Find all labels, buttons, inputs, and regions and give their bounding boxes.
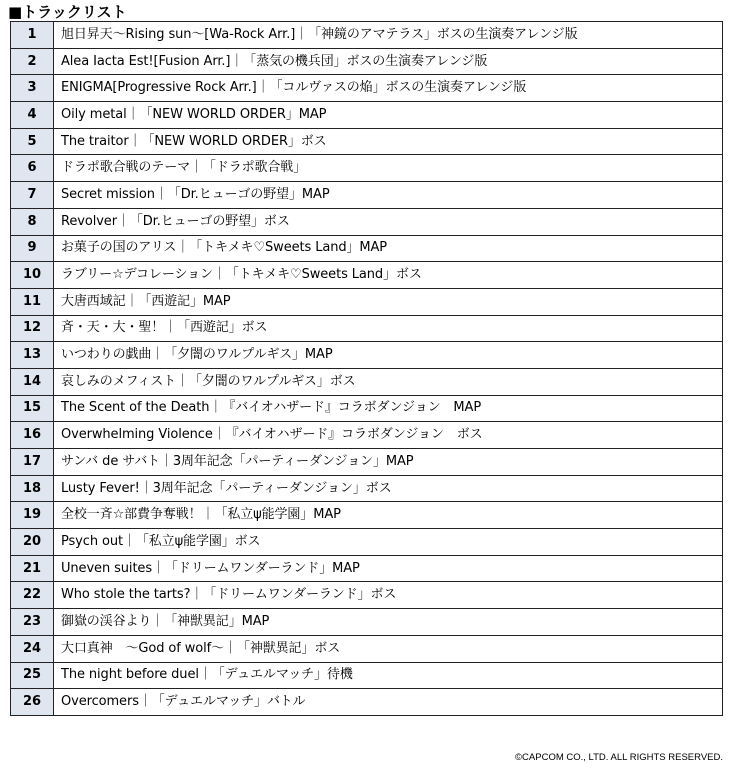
table-row	[11, 102, 723, 129]
track-number: 1	[11, 22, 54, 49]
track-name: Who stole the tarts?｜「ドリームワンダーランド」ボス	[54, 582, 723, 609]
track-name: Oily metal｜「NEW WORLD ORDER」MAP	[54, 102, 723, 129]
table-row	[11, 155, 723, 182]
track-name: ドラポ歌合戦のテーマ｜「ドラポ歌合戦」	[54, 155, 723, 182]
track-number: 3	[11, 75, 54, 102]
track-number: 13	[11, 342, 54, 369]
track-name: ラブリー☆デコレーション｜「トキメキ♡Sweets Land」ボス	[54, 262, 723, 289]
track-name: いつわりの戯曲｜「夕闇のワルプルギス」MAP	[54, 342, 723, 369]
track-number: 8	[11, 208, 54, 235]
table-row	[11, 208, 723, 235]
table-row	[11, 128, 723, 155]
track-number: 12	[11, 315, 54, 342]
track-name: 旭日昇天～Rising sun～[Wa-Rock Arr.]｜「神鏡のアマテラス」ボスの生演奏アレンジ版	[54, 22, 723, 49]
track-name: 大唐西域記｜「西遊記」MAP	[54, 288, 723, 315]
track-number: 11	[11, 288, 54, 315]
track-name: Alea Iacta Est![Fusion Arr.]｜「蒸気の機兵団」ボスの生演奏アレンジ版	[54, 48, 723, 75]
table-row	[11, 635, 723, 662]
track-number: 25	[11, 662, 54, 689]
track-number: 19	[11, 502, 54, 529]
track-number: 14	[11, 368, 54, 395]
table-row	[11, 342, 723, 369]
table-row	[11, 262, 723, 289]
track-number: 6	[11, 155, 54, 182]
track-number: 17	[11, 449, 54, 476]
track-name: サンバ de サバト｜3周年記念「パーティーダンジョン」MAP	[54, 449, 723, 476]
track-name: Overwhelming Violence｜『バイオハザード』コラボダンジョン ボス	[54, 422, 723, 449]
table-row	[11, 235, 723, 262]
table-row	[11, 555, 723, 582]
track-name: Revolver｜「Dr.ヒューゴの野望」ボス	[54, 208, 723, 235]
track-name: The Scent of the Death｜『バイオハザード』コラボダンジョン MAP	[54, 395, 723, 422]
track-list-table	[10, 21, 723, 716]
table-row	[11, 502, 723, 529]
table-row	[11, 422, 723, 449]
table-row	[11, 582, 723, 609]
track-name: Secret mission｜「Dr.ヒューゴの野望」MAP	[54, 182, 723, 209]
table-row	[11, 368, 723, 395]
track-number: 15	[11, 395, 54, 422]
table-row	[11, 449, 723, 476]
table-row	[11, 609, 723, 636]
track-name: 大口真神 ～God of wolf～｜「神獣異記」ボス	[54, 635, 723, 662]
table-row	[11, 689, 723, 716]
track-number: 21	[11, 555, 54, 582]
track-name: The traitor｜「NEW WORLD ORDER」ボス	[54, 128, 723, 155]
track-number: 16	[11, 422, 54, 449]
track-number: 20	[11, 529, 54, 556]
track-number: 5	[11, 128, 54, 155]
table-row	[11, 182, 723, 209]
table-row	[11, 662, 723, 689]
track-number: 10	[11, 262, 54, 289]
track-list-body	[11, 22, 723, 716]
table-row	[11, 288, 723, 315]
table-row	[11, 529, 723, 556]
track-name: ENIGMA[Progressive Rock Arr.]｜「コルヴァスの焔」ボスの生演奏アレンジ版	[54, 75, 723, 102]
table-row	[11, 75, 723, 102]
track-name: Lusty Fever!｜3周年記念「パーティーダンジョン」ボス	[54, 475, 723, 502]
track-number: 2	[11, 48, 54, 75]
track-number: 24	[11, 635, 54, 662]
track-name: The night before duel｜「デュエルマッチ」待機	[54, 662, 723, 689]
track-number: 26	[11, 689, 54, 716]
track-list-heading: ■トラックリスト	[8, 3, 127, 21]
track-name: Psych out｜「私立ψ能学園」ボス	[54, 529, 723, 556]
table-row	[11, 315, 723, 342]
track-number: 18	[11, 475, 54, 502]
track-name: 斉・天・大・聖！｜「西遊記」ボス	[54, 315, 723, 342]
track-name: Overcomers｜「デュエルマッチ」バトル	[54, 689, 723, 716]
copyright-notice: ©CAPCOM CO., LTD. ALL RIGHTS RESERVED.	[515, 752, 723, 763]
track-name: お菓子の国のアリス｜「トキメキ♡Sweets Land」MAP	[54, 235, 723, 262]
track-number: 9	[11, 235, 54, 262]
table-row	[11, 48, 723, 75]
track-name: 御嶽の渓谷より｜「神獣異記」MAP	[54, 609, 723, 636]
table-row	[11, 395, 723, 422]
track-name: 哀しみのメフィスト｜「夕闇のワルプルギス」ボス	[54, 368, 723, 395]
track-number: 4	[11, 102, 54, 129]
track-name: 全校一斉☆部費争奪戦！｜「私立ψ能学園」MAP	[54, 502, 723, 529]
table-row	[11, 22, 723, 49]
track-number: 23	[11, 609, 54, 636]
track-number: 7	[11, 182, 54, 209]
table-row	[11, 475, 723, 502]
track-name: Uneven suites｜「ドリームワンダーランド」MAP	[54, 555, 723, 582]
track-number: 22	[11, 582, 54, 609]
